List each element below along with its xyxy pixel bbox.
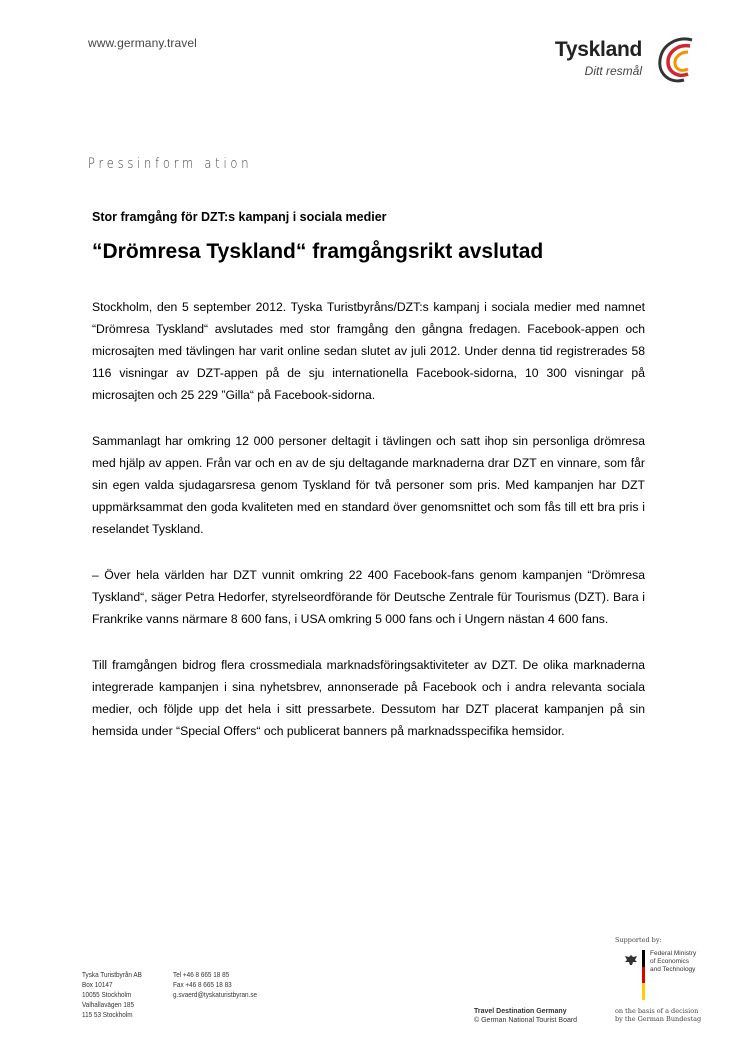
- footer-address: [82, 970, 142, 1020]
- paragraph: Stockholm, den 5 september 2012. Tyska Turistbyråns/DZT:s kampanj i sociala medier med namnet “Drömresa Tyskland“ avslutades med stor framgång den gångna fredagen. Facebook-appen och microsajten med tävlingen har varit online sedan slutet av juli 2012. Under denna tid registrerades 58 116 visningar av DZT-appen på de sju internationella Facebook-sidorna, 10 300 visningar på microsajten och 25 229 ”Gilla“ på Facebook-sidorna.: [92, 300, 645, 402]
- article-subtitle: Stor framgång för DZT:s kampanj i sociala medier: [92, 210, 387, 224]
- logo-swirl-icon: [648, 34, 698, 86]
- address-line: Box 10147: [82, 980, 113, 989]
- paragraph: Till framgången bidrog flera crossmediala marknadsföringsaktiviteter av DZT. De olika marknaderna integrerade kampanjen i sina nyhetsbrev, annonserade på Facebook och i andra relevanta sociala medier, och följde upp det hela i sitt pressarbete. Dessutom har DZT placerat kampanjen på sin hemsida under “Special Offers“ och publicerat banners på marknadsspecifika hemsidor.: [92, 658, 645, 738]
- contact-fax: Fax +46 8 665 18 83: [173, 980, 232, 989]
- tdg-title: Travel Destination Germany: [474, 1008, 567, 1015]
- address-line: 115 53 Stockholm: [82, 1010, 133, 1019]
- footer-contact: [173, 970, 257, 1000]
- ministry-name: Federal Ministry of Economics and Technology: [650, 950, 697, 973]
- article-headline: “Drömresa Tyskland“ framgångsrikt avslutad: [92, 240, 544, 263]
- german-flag-stripe: [642, 950, 645, 1000]
- eagle-icon: [624, 954, 638, 966]
- tyskland-logo: [548, 34, 698, 94]
- paragraph: Sammanlagt har omkring 12 000 personer deltagit i tävlingen och satt ihop sin personliga drömresa med hjälp av appen. Från var och en av de sju deltagande marknaderna drar DZT en vinnare, som får sin egen valda sjudagarsresa genom Tyskland för två personer som pris. Med kampanjen har DZT uppmärksammat den goda kvaliteten med en standard över genomsnittet och som fås till ett bra pris i reselandet Tyskland.: [92, 434, 645, 536]
- tdg-subtitle: © German National Tourist Board: [474, 1017, 578, 1024]
- address-line: 10055 Stockholm: [82, 990, 132, 999]
- website-url: www.germany.travel: [88, 36, 197, 50]
- contact-email: g.svaerd@tyskaturistbyran.se: [173, 990, 258, 999]
- bundestag-basis: on the basis of a decision by the German Bundestag: [615, 1007, 702, 1023]
- article-body: [92, 296, 645, 766]
- address-line: Valhallavägen 185: [82, 1000, 134, 1009]
- paragraph: – Över hela världen har DZT vunnit omkring 22 400 Facebook-fans genom kampanjen “Drömresa Tyskland“, säger Petra Hedorfer, styrelseordförande för Deutsche Zentrale für Tourismus (DZT). Bara i Frankrike vanns närmare 8 600 fans, i USA omkring 5 000 fans och i Ungern nästan 4 600 fans.: [92, 568, 645, 626]
- logo-title: Tyskland: [554, 38, 642, 61]
- logo-subtitle: Ditt resmål: [584, 64, 642, 78]
- supported-by-label: Supported by:: [615, 936, 662, 944]
- ministry-logo: [624, 950, 714, 1000]
- section-label: Pressinform ation: [88, 156, 253, 172]
- address-line: Tyska Turistbyrån AB: [82, 970, 142, 979]
- contact-phone: Tel +46 8 665 18 85: [173, 970, 230, 979]
- tdg-signature: [474, 1007, 577, 1025]
